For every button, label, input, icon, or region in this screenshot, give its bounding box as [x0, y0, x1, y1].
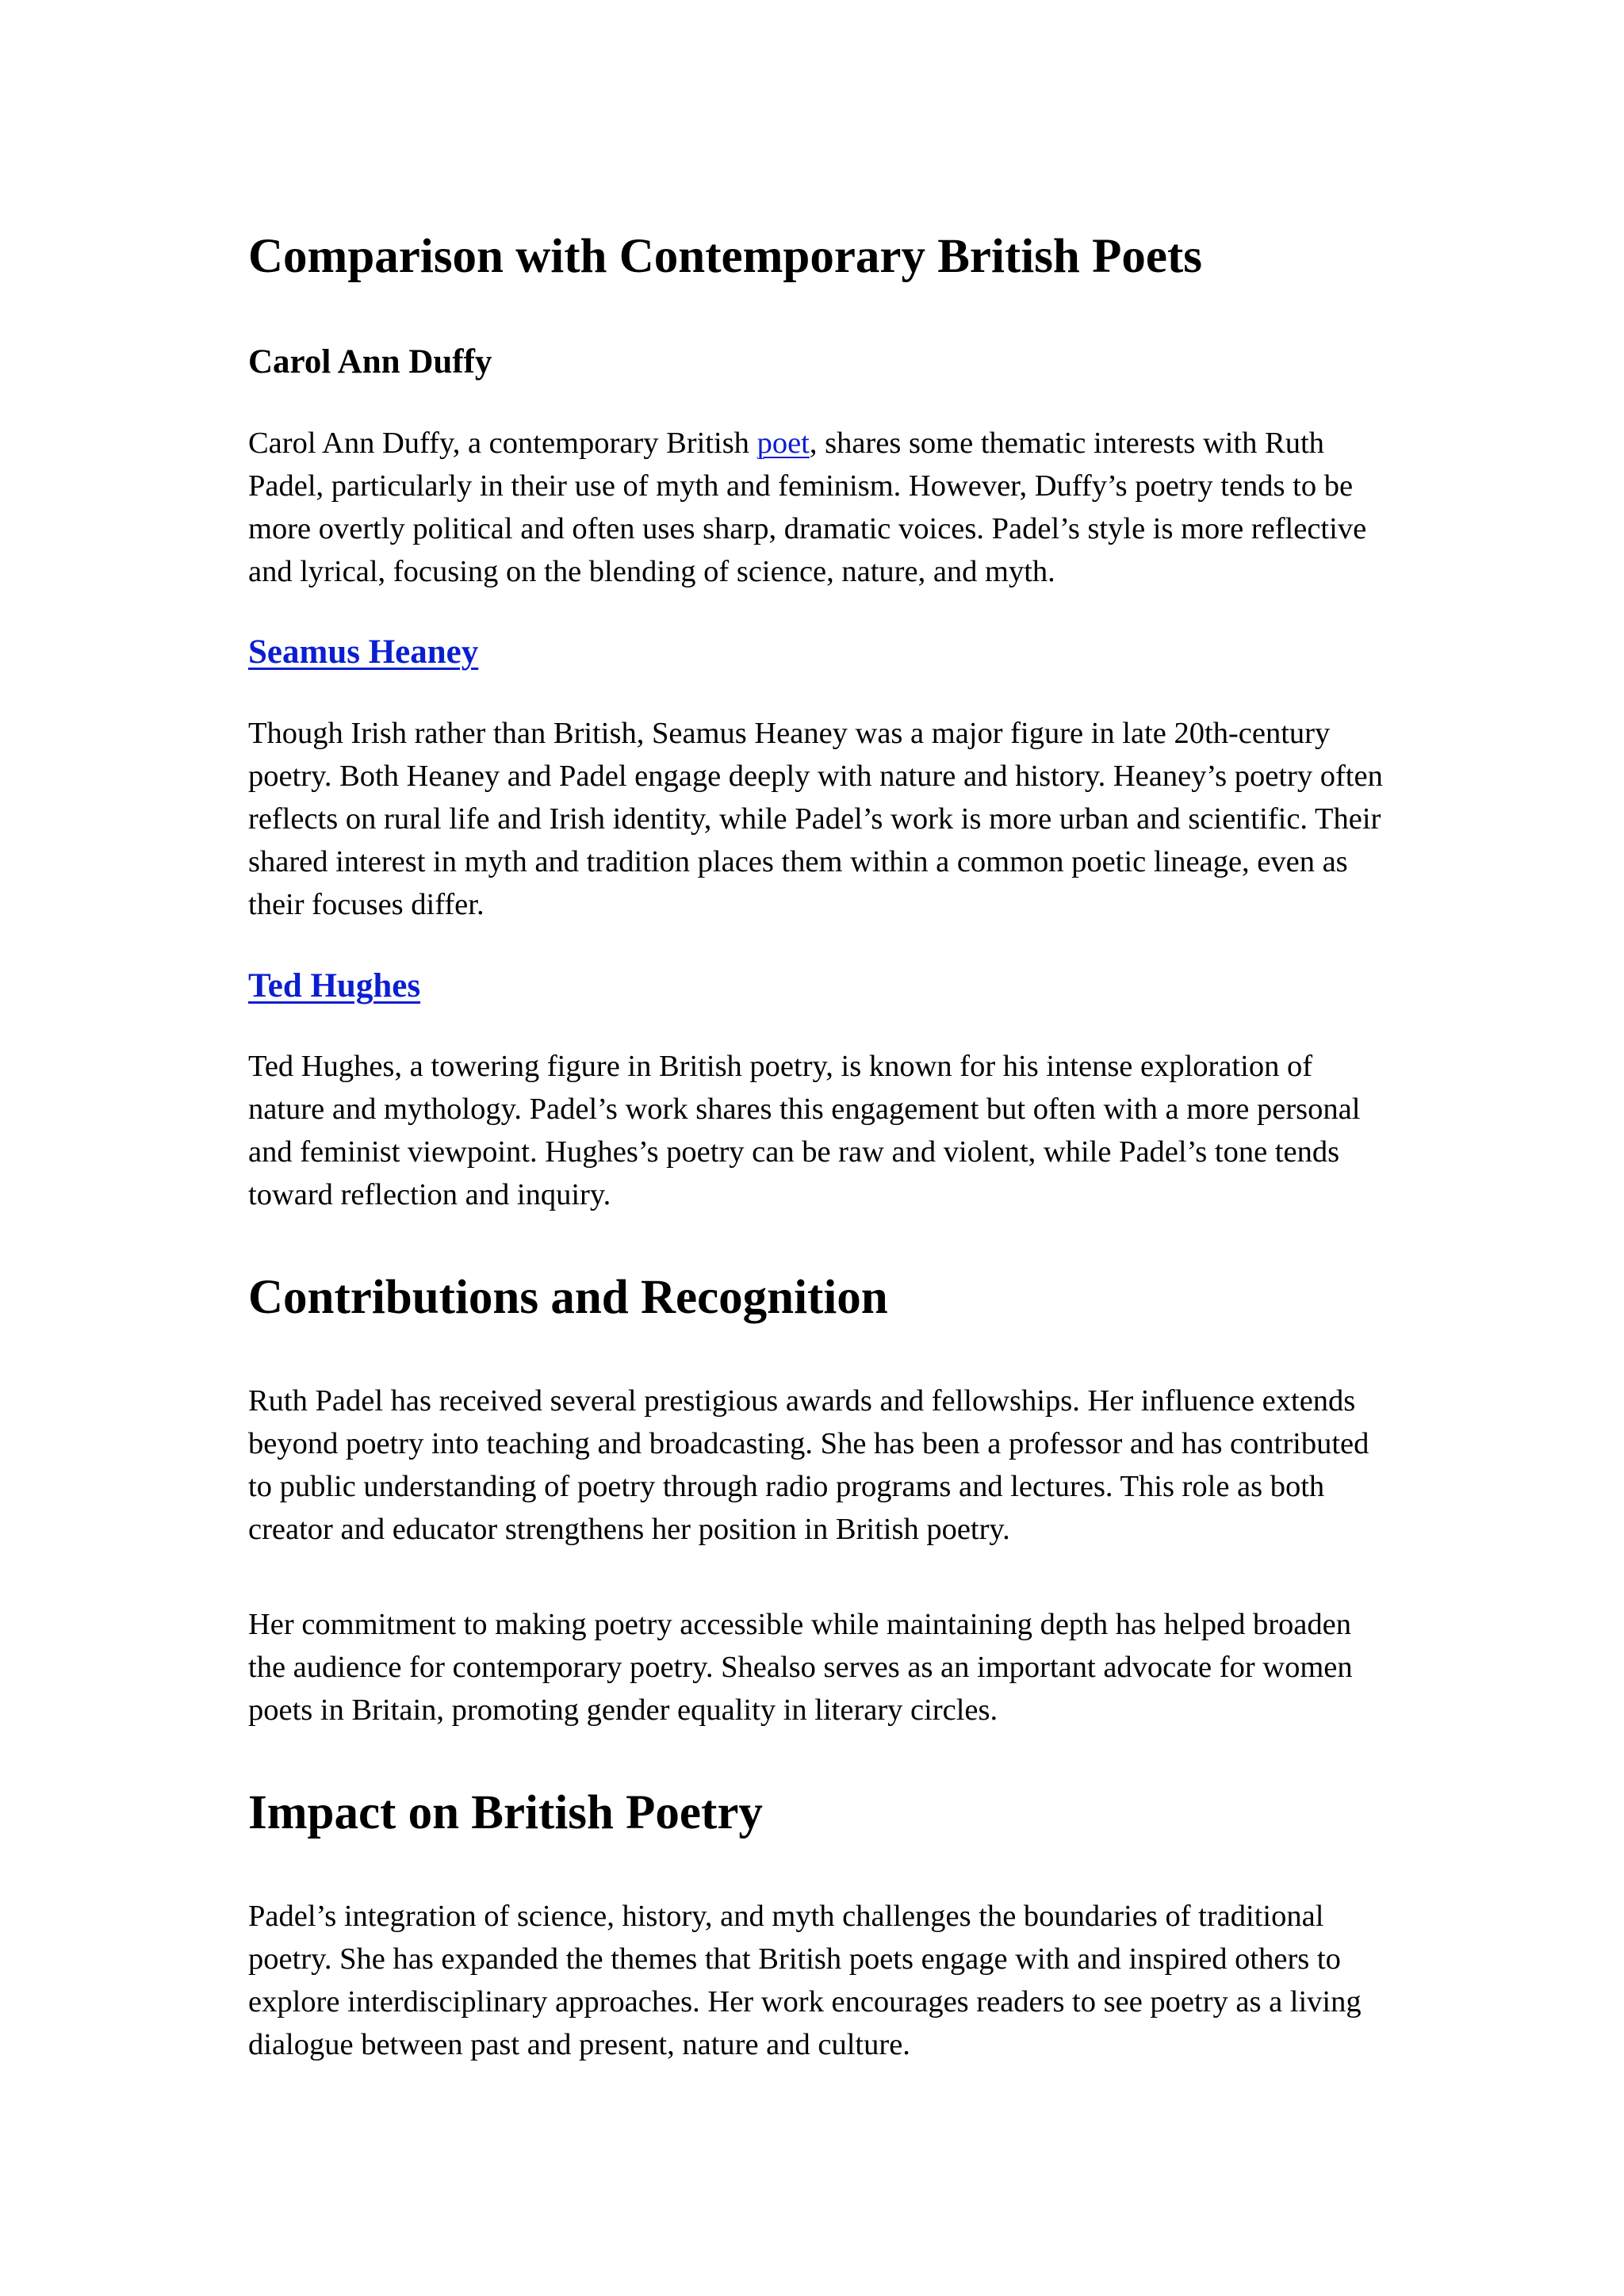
- subheading-seamus-heaney: [248, 631, 478, 674]
- duffy-text-after-link: , shares some thematic interests with Ruth Padel, particularly in their use of myth and feminism. However, Duffy’s poetry tends to be more overtly political and often uses sharp, dramatic voices. Padel’s style is more reflective and lyrical, focusing on the blending of science, nature, and myth.: [248, 427, 1367, 588]
- section-heading-comparison: Comparison with Contemporary British Poets: [248, 230, 1202, 283]
- ted-hughes-link[interactable]: Ted Hughes: [248, 967, 421, 1004]
- paragraph-heaney: Though Irish rather than British, Seamus Heaney was a major figure in late 20th-century poetry. Both Heaney and Padel engage deeply with nature and history. Heaney’s poetry often reflects on rural life and Irish identity, while Padel’s work is more urban and scientific. Their shared interest in myth and tradition places them within a common poetic lineage, even as their focuses differ.: [248, 717, 1383, 921]
- paragraph-duffy: [248, 422, 1390, 593]
- subheading-carol-ann-duffy: Carol Ann Duffy: [248, 343, 492, 381]
- duffy-text-before-link: Carol Ann Duffy, a contemporary British: [248, 427, 757, 460]
- section-heading-impact: Impact on British Poetry: [248, 1786, 763, 1839]
- paragraph-hughes: Ted Hughes, a towering figure in British poetry, is known for his intense exploration of nature and mythology. Padel’s work shares this engagement but often with a more personal and feminist viewpoint. Hughes’s poetry can be raw and violent, while Padel’s tone tends toward reflection and inquiry.: [248, 1050, 1361, 1211]
- poet-link[interactable]: poet: [756, 427, 810, 460]
- paragraph-impact: Padel’s integration of science, history, and myth challenges the boundaries of traditional poetry. She has expanded the themes that British poets engage with and inspired others to explore interdisciplinary approaches. Her work encourages readers to see poetry as a living dialogue between past and present, nature and culture.: [248, 1900, 1362, 2061]
- paragraph-contributions-2: Her commitment to making poetry accessible while maintaining depth has helped broaden the audience for contemporary poetry. Shealso serves as an important advocate for women poets in Britain, promoting gender equality in literary circles.: [248, 1608, 1353, 1727]
- subheading-ted-hughes: [248, 965, 420, 1008]
- section-heading-contributions: Contributions and Recognition: [248, 1271, 888, 1324]
- paragraph-contributions-1: Ruth Padel has received several prestigious awards and fellowships. Her influence extends beyond poetry into teaching and broadcasting. She has been a professor and has contributed to public understanding of poetry through radio programs and lectures. This role as both creator and educator strengthens her position in British poetry.: [248, 1384, 1369, 1546]
- seamus-heaney-link[interactable]: Seamus Heaney: [248, 633, 479, 671]
